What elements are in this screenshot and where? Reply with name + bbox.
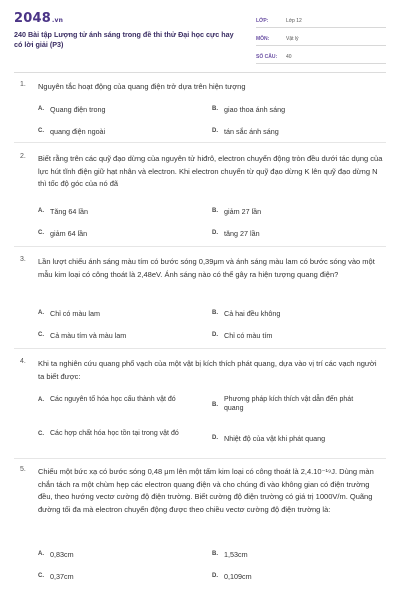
option-a[interactable] <box>38 105 198 115</box>
document-title: 240 Bài tập Lượng tử ánh sáng trong đề thi thử Đại học cực hay có lời giải (P3) <box>14 30 234 49</box>
question-text: Nguyên tắc hoạt động của quang điện trở dựa trên hiện tượng <box>38 82 246 91</box>
logo-suffix: .vn <box>51 17 64 24</box>
meta-key: SỐ CÂU: <box>256 53 278 60</box>
option-d[interactable] <box>212 331 387 341</box>
option-text: Chỉ có màu lam <box>50 309 100 318</box>
document-header <box>0 0 400 62</box>
option-key: A. <box>38 397 44 403</box>
question-number: 3. <box>20 256 26 263</box>
option-key: A. <box>38 310 44 316</box>
option-b[interactable] <box>212 207 387 217</box>
option-d[interactable] <box>212 434 387 444</box>
option-b[interactable] <box>212 395 387 413</box>
option-d[interactable] <box>212 572 387 582</box>
option-key: D. <box>212 332 218 338</box>
option-text: Nhiệt độ của vật khi phát quang <box>224 434 326 443</box>
option-key: B. <box>212 551 218 557</box>
option-text: 0,83cm <box>50 550 74 559</box>
option-text: Phương pháp kích thích vật dẫn đến phát quang <box>224 396 354 412</box>
meta-row-count <box>256 50 386 64</box>
option-key: D. <box>212 230 218 236</box>
question-text: Lần lượt chiếu ánh sáng màu tím có bước sóng 0,39μm và ánh sáng màu lam có bước sóng vào một mẫu kim loại có công thoát là 2,48eV. Ánh sáng nào có thể gây ra hiện tượng quang điện? <box>38 257 375 279</box>
option-text: tăng 27 lần <box>224 229 260 238</box>
option-c[interactable] <box>38 229 198 239</box>
option-text: 0,109cm <box>224 572 252 581</box>
option-key: A. <box>38 208 44 214</box>
option-key: C. <box>38 431 44 437</box>
question-text: Chiếu một bức xạ có bước sóng 0,48 μm lên một tấm kim loại có công thoát là 2,4.10⁻¹⁹J. Dùng màn chắn tách ra một chùm hẹp các electron quang điện và cho chúng đi vào không gian có điện trường đều, theo hướng vectơ cường độ điện trường. Biết cường độ điện trường có giá trị 1000V/m. Quãng đường tối đa mà electron chuyển động được theo chiều vectơ cường độ điện trường là: <box>38 467 374 514</box>
question-divider <box>14 458 386 459</box>
question-text: Biết rằng trên các quỹ đạo dừng của nguyên tử hiđrô, electron chuyển động tròn đều dưới tác dụng của lực hút tĩnh điện giữ hạt nhân và electron. Khi electron chuyển từ quỹ đạo dừng K lên quỹ đạo dừng N thì tốc độ góc của nó đã <box>38 154 383 188</box>
option-text: Các nguyên tố hóa học cấu thành vật đó <box>50 396 176 403</box>
option-c[interactable] <box>38 127 198 137</box>
option-a[interactable] <box>38 395 198 404</box>
option-key: C. <box>38 573 44 579</box>
meta-key: MÔN: <box>256 35 270 42</box>
option-b[interactable] <box>212 105 387 115</box>
option-text: 0,37cm <box>50 572 74 581</box>
option-key: C. <box>38 332 44 338</box>
option-key: C. <box>38 128 44 134</box>
question-number: 2. <box>20 153 26 160</box>
meta-key: LỚP: <box>256 17 269 24</box>
question-divider <box>14 348 386 349</box>
option-d[interactable] <box>212 229 387 239</box>
option-a[interactable] <box>38 550 198 560</box>
document-meta <box>256 14 386 68</box>
meta-value: 40 <box>286 53 292 60</box>
meta-row-subject <box>256 32 386 46</box>
question-number: 5. <box>20 466 26 473</box>
header-divider <box>14 72 386 73</box>
site-logo[interactable] <box>14 11 63 26</box>
logo-text: 2048 <box>14 11 51 26</box>
option-key: A. <box>38 551 44 557</box>
option-text: Cả màu tím và màu lam <box>50 331 127 340</box>
question-number: 4. <box>20 358 26 365</box>
option-a[interactable] <box>38 309 198 319</box>
option-text: tán sắc ánh sáng <box>224 127 279 136</box>
option-text: quang điện ngoài <box>50 127 106 136</box>
question-divider <box>14 246 386 247</box>
option-a[interactable] <box>38 207 198 217</box>
option-text: Các hợp chất hóa học tồn tại trong vật đó <box>50 430 179 437</box>
option-text: Cả hai đều không <box>224 309 281 318</box>
option-text: 1,53cm <box>224 550 248 559</box>
option-key: B. <box>212 310 218 316</box>
option-c[interactable] <box>38 331 198 341</box>
option-text: giao thoa ánh sáng <box>224 105 286 114</box>
option-key: D. <box>212 128 218 134</box>
option-key: D. <box>212 573 218 579</box>
question-number: 1. <box>20 81 26 88</box>
meta-row-class <box>256 14 386 28</box>
option-c[interactable] <box>38 429 198 438</box>
meta-value: Vật lý <box>286 35 299 42</box>
option-c[interactable] <box>38 572 198 582</box>
option-key: B. <box>212 106 218 112</box>
option-key: A. <box>38 106 44 112</box>
option-text: giảm 64 lần <box>50 229 88 238</box>
option-d[interactable] <box>212 127 387 137</box>
option-key: B. <box>212 208 218 214</box>
option-text: giảm 27 lần <box>224 207 262 216</box>
option-key: D. <box>212 435 218 441</box>
option-key: C. <box>38 230 44 236</box>
option-b[interactable] <box>212 550 387 560</box>
option-text: Quang điện trong <box>50 105 106 114</box>
question-divider <box>14 142 386 143</box>
option-text: Tăng 64 lần <box>50 207 88 216</box>
option-b[interactable] <box>212 309 387 319</box>
meta-value: Lớp 12 <box>286 17 302 24</box>
question-text: Khi ta nghiên cứu quang phổ vạch của một vật bị kích thích phát quang, dựa vào vị trí các vạch người ta biết được: <box>38 359 377 381</box>
option-text: Chỉ có màu tím <box>224 331 273 340</box>
option-key: B. <box>212 401 218 408</box>
